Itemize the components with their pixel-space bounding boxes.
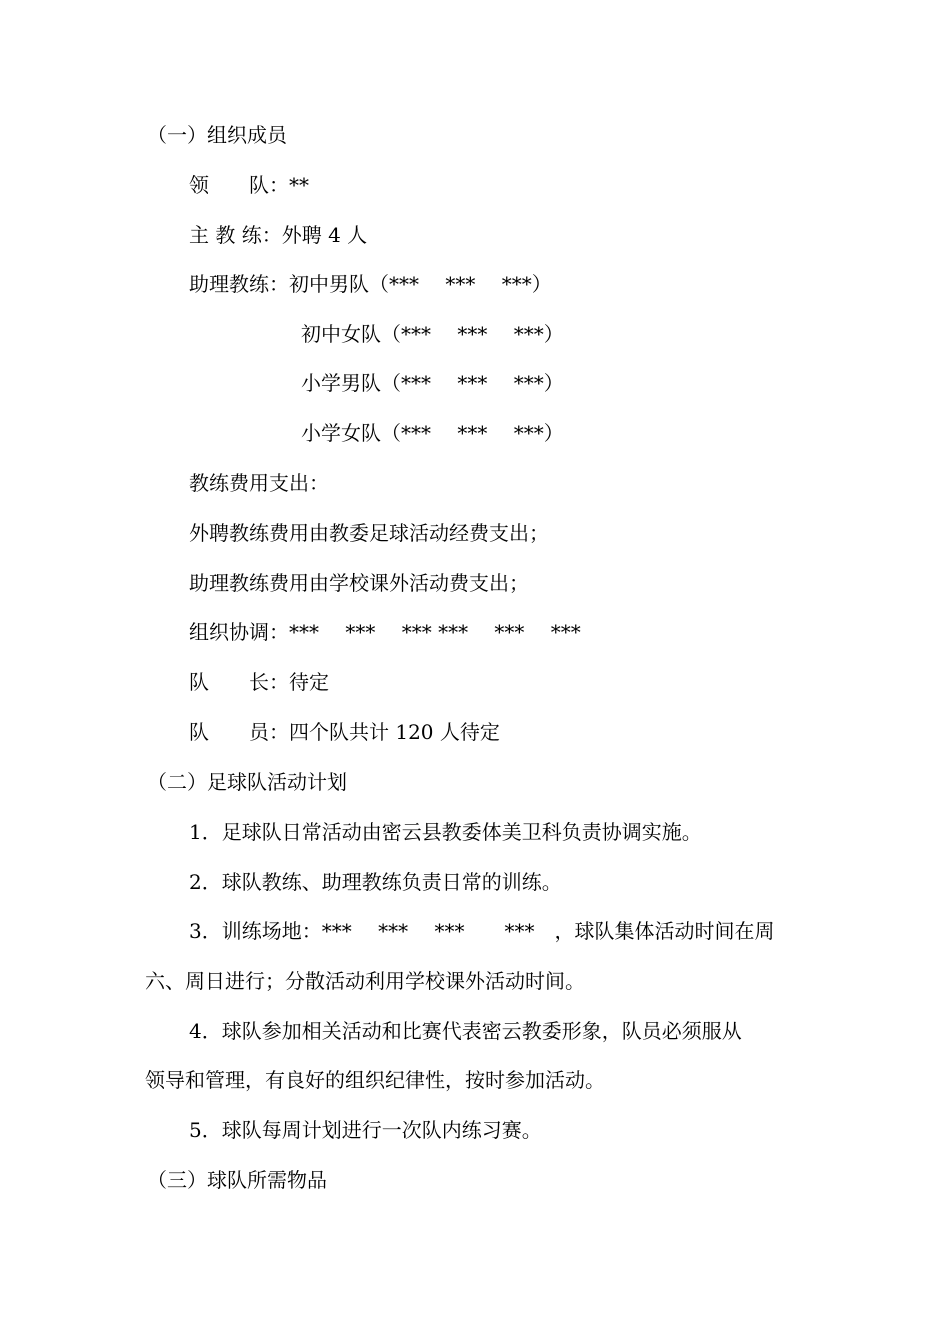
section-heading-activity-plan: （二）足球队活动计划 <box>147 770 347 794</box>
plan-item-2: 2．球队教练、助理教练负责日常的训练。 <box>189 870 562 894</box>
assistant-coach-middle-boys: 助理教练：初中男队（*** *** ***） <box>189 272 552 296</box>
coach-fee-title: 教练费用支出： <box>189 471 329 495</box>
plan-item-4-line-2: 领导和管理，有良好的组织纪律性，按时参加活动。 <box>145 1068 605 1092</box>
assistant-coach-middle-girls: 初中女队（*** *** ***） <box>301 322 564 346</box>
plan-item-1: 1．足球队日常活动由密云县教委体美卫科负责协调实施。 <box>189 820 702 844</box>
plan-item-3-line-2: 六、周日进行；分散活动利用学校课外活动时间。 <box>145 969 585 993</box>
plan-item-4-line-1: 4．球队参加相关活动和比赛代表密云教委形象，队员必须服从 <box>189 1019 742 1043</box>
plan-item-5: 5．球队每周计划进行一次队内练习赛。 <box>189 1118 542 1142</box>
members-line: 队 员：四个队共计 120 人待定 <box>189 720 500 744</box>
head-coach-line: 主 教 练：外聘 4 人 <box>189 223 368 247</box>
coach-fee-external: 外聘教练费用由教委足球活动经费支出； <box>189 521 549 545</box>
section-heading-supplies: （三）球队所需物品 <box>147 1168 327 1192</box>
coach-fee-assistant: 助理教练费用由学校课外活动费支出； <box>189 571 529 595</box>
coordination-line: 组织协调：*** *** *** *** *** *** <box>189 620 581 644</box>
captain-line: 队 长：待定 <box>189 670 329 694</box>
leader-line: 领 队：** <box>189 173 309 197</box>
section-heading-organization: （一）组织成员 <box>147 123 287 147</box>
plan-item-3-line-1: 3．训练场地：*** *** *** *** ，球队集体活动时间在周 <box>189 919 775 943</box>
assistant-coach-primary-boys: 小学男队（*** *** ***） <box>301 371 564 395</box>
assistant-coach-primary-girls: 小学女队（*** *** ***） <box>301 421 564 445</box>
